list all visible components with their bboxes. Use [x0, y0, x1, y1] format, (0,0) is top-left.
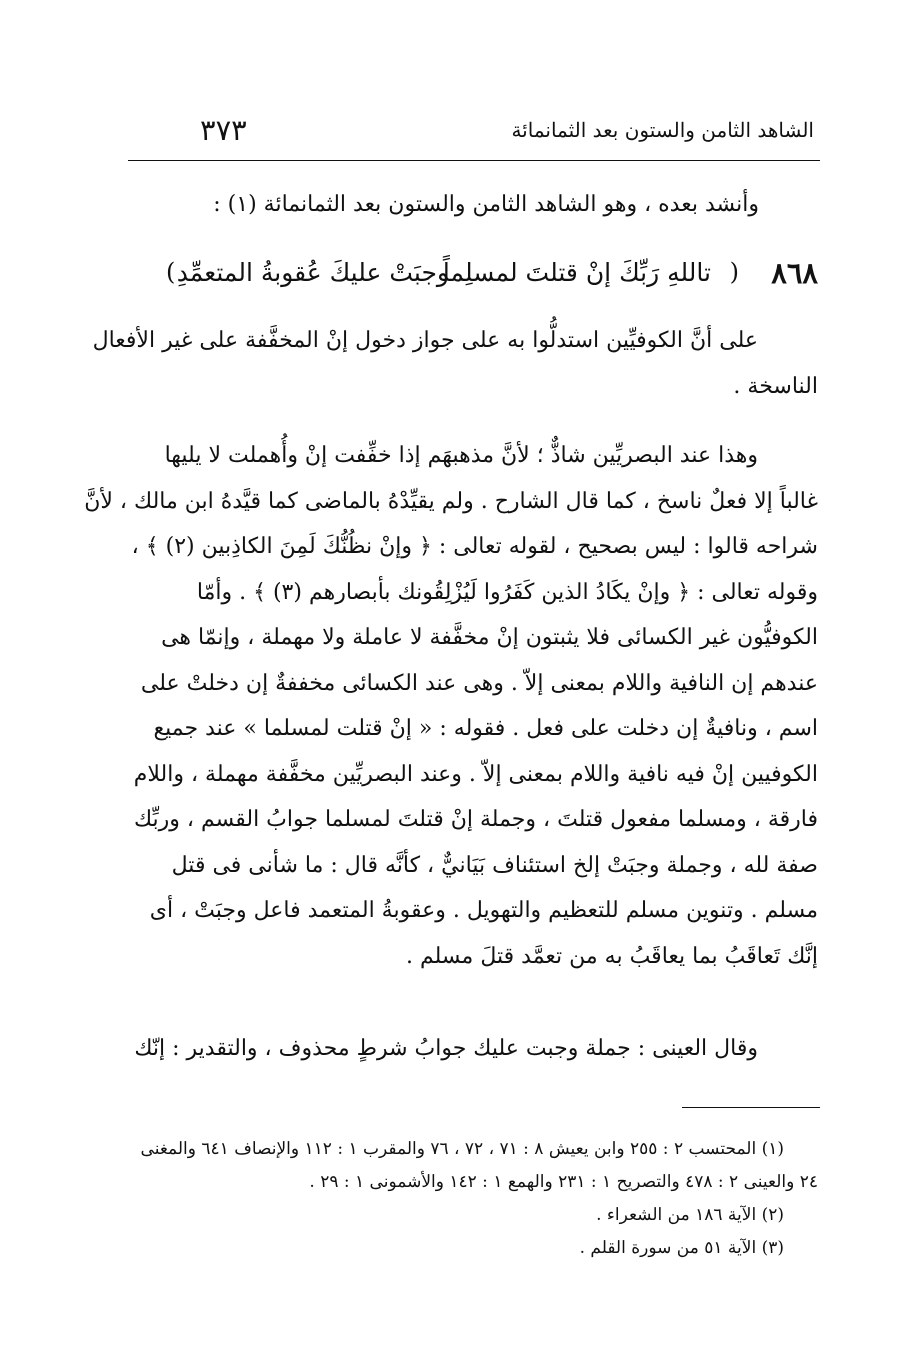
footnote-line: ٢٤ والعينى ٢ : ٤٧٨ والتصريح ١ : ٢٣١ والهمع ١ : ١٤٢ والأشمونى ١ : ٢٩ .	[309, 1172, 818, 1192]
paragraph-line: الكوفيين إنْ فيه نافية واللام بمعنى إلاّ . وعند البصريِّين مخفَّفة مهملة ، واللام	[133, 761, 818, 787]
commentary-paragraph	[84, 433, 818, 979]
footnote-line: (٢) الآية ١٨٦ من الشعراء .	[596, 1205, 784, 1225]
paragraph-line: إنَّك تَعاقَبُ بما يعاقَبُ به من تعمَّد قتلَ مسلم .	[406, 943, 818, 969]
verse-open-parenthesis: (	[729, 258, 739, 286]
paragraph-line: غالباً إلا فعلٌ ناسخ ، كما قال الشارح . ولم يقيِّدْهُ بالماضى كما قيَّدهُ ابن مالك ، لأنَّ	[84, 488, 818, 514]
paragraph-line: اسم ، ونافيةٌ إن دخلت على فعل . فقوله : « إنْ قتلت لمسلما » عند جميع	[153, 716, 818, 741]
paragraph-line: صفة لله ، وجملة وجبَتْ إلخ استئناف بَيَانيٌّ ، كأنَّه قال : ما شأنى فى قتل	[171, 852, 818, 878]
paragraph-line: شراحه قالوا : ليس بصحيح ، لقوله تعالى : ﴿ وإنْ نظُنُّكَ لَمِنَ الكاذِبين (٢) ﴾ ،	[131, 534, 818, 559]
paragraph-line: فارقة ، ومسلما مفعول قتلتَ ، وجملة إنْ قتلتَ لمسلما جوابُ القسم ، وربِّك	[133, 807, 818, 832]
footnotes	[140, 1133, 818, 1265]
paragraph-line: وقوله تعالى : ﴿ وإنْ يكَادُ الذين كَفَرُوا لَيُزْلِقُونك بأبصارهم (٣) ﴾ . وأمّا	[196, 579, 818, 605]
paragraph-line: وهذا عند البصريِّين شاذٌّ ؛ لأنَّ مذهبهَم إذا خفِّفت إنْ وأُهملت لا يليها	[164, 443, 758, 468]
paragraph-line: وقال العينى : جملة وجبت عليك جوابُ شرطٍ محذوف ، والتقدير : إنّك	[134, 1036, 758, 1061]
footnote-divider	[682, 1107, 820, 1108]
page-number: ٣٧٣	[200, 113, 247, 147]
paragraph-line: مسلم . وتنوين مسلم للتعظيم والتهويل . وعقوبةُ المتعمد فاعل وجبَتْ ، أى	[149, 898, 818, 923]
running-header-title: الشاهد الثامن والستون بعد الثمانمائة	[511, 118, 814, 142]
verse-second-hemistich: وجبَتْ عليكَ عُقوبةُ المتعمِّدِ	[176, 258, 449, 287]
verse-number: ٨٦٨	[771, 256, 818, 290]
paragraph-line: على أنَّ الكوفيِّين استدلُّوا به على جواز دخول إنْ المخفَّفة على غير الأفعال	[92, 328, 758, 353]
paragraph-line: الكوفيُّون غير الكسائى فلا يثبتون إنْ مخفَّفة لا عاملة ولا مهملة ، وإنمّا هى	[161, 625, 818, 650]
footnote-line: (٣) الآية ٥١ من سورة القلم .	[579, 1238, 784, 1258]
verse-first-hemistich: تاللهِ رَبِّكَ إنْ قتلتَ لمسلِماً	[442, 258, 711, 287]
poetry-verse	[150, 250, 818, 300]
paragraph-line: الناسخة .	[733, 373, 818, 399]
header-divider	[128, 160, 820, 161]
verse-close-parenthesis: )	[166, 258, 176, 286]
footnote-line: (١) المحتسب ٢ : ٢٥٥ وابن يعيش ٨ : ٧١ ، ٧٢ ، ٧٦ والمقرب ١ : ١١٢ والإنصاف ٦٤١ والمغنى	[140, 1139, 784, 1159]
commentary-paragraph	[92, 318, 818, 409]
verse-introduction: وأنشد بعده ، وهو الشاهد الثامن والستون بعد الثمانمائة (١) :	[213, 192, 759, 217]
paragraph-line: عندهم إن النافية واللام بمعنى إلاّ . وهى عند الكسائى مخففةٌ إن دخلتْ على	[140, 670, 818, 696]
commentary-paragraph	[134, 1026, 818, 1072]
